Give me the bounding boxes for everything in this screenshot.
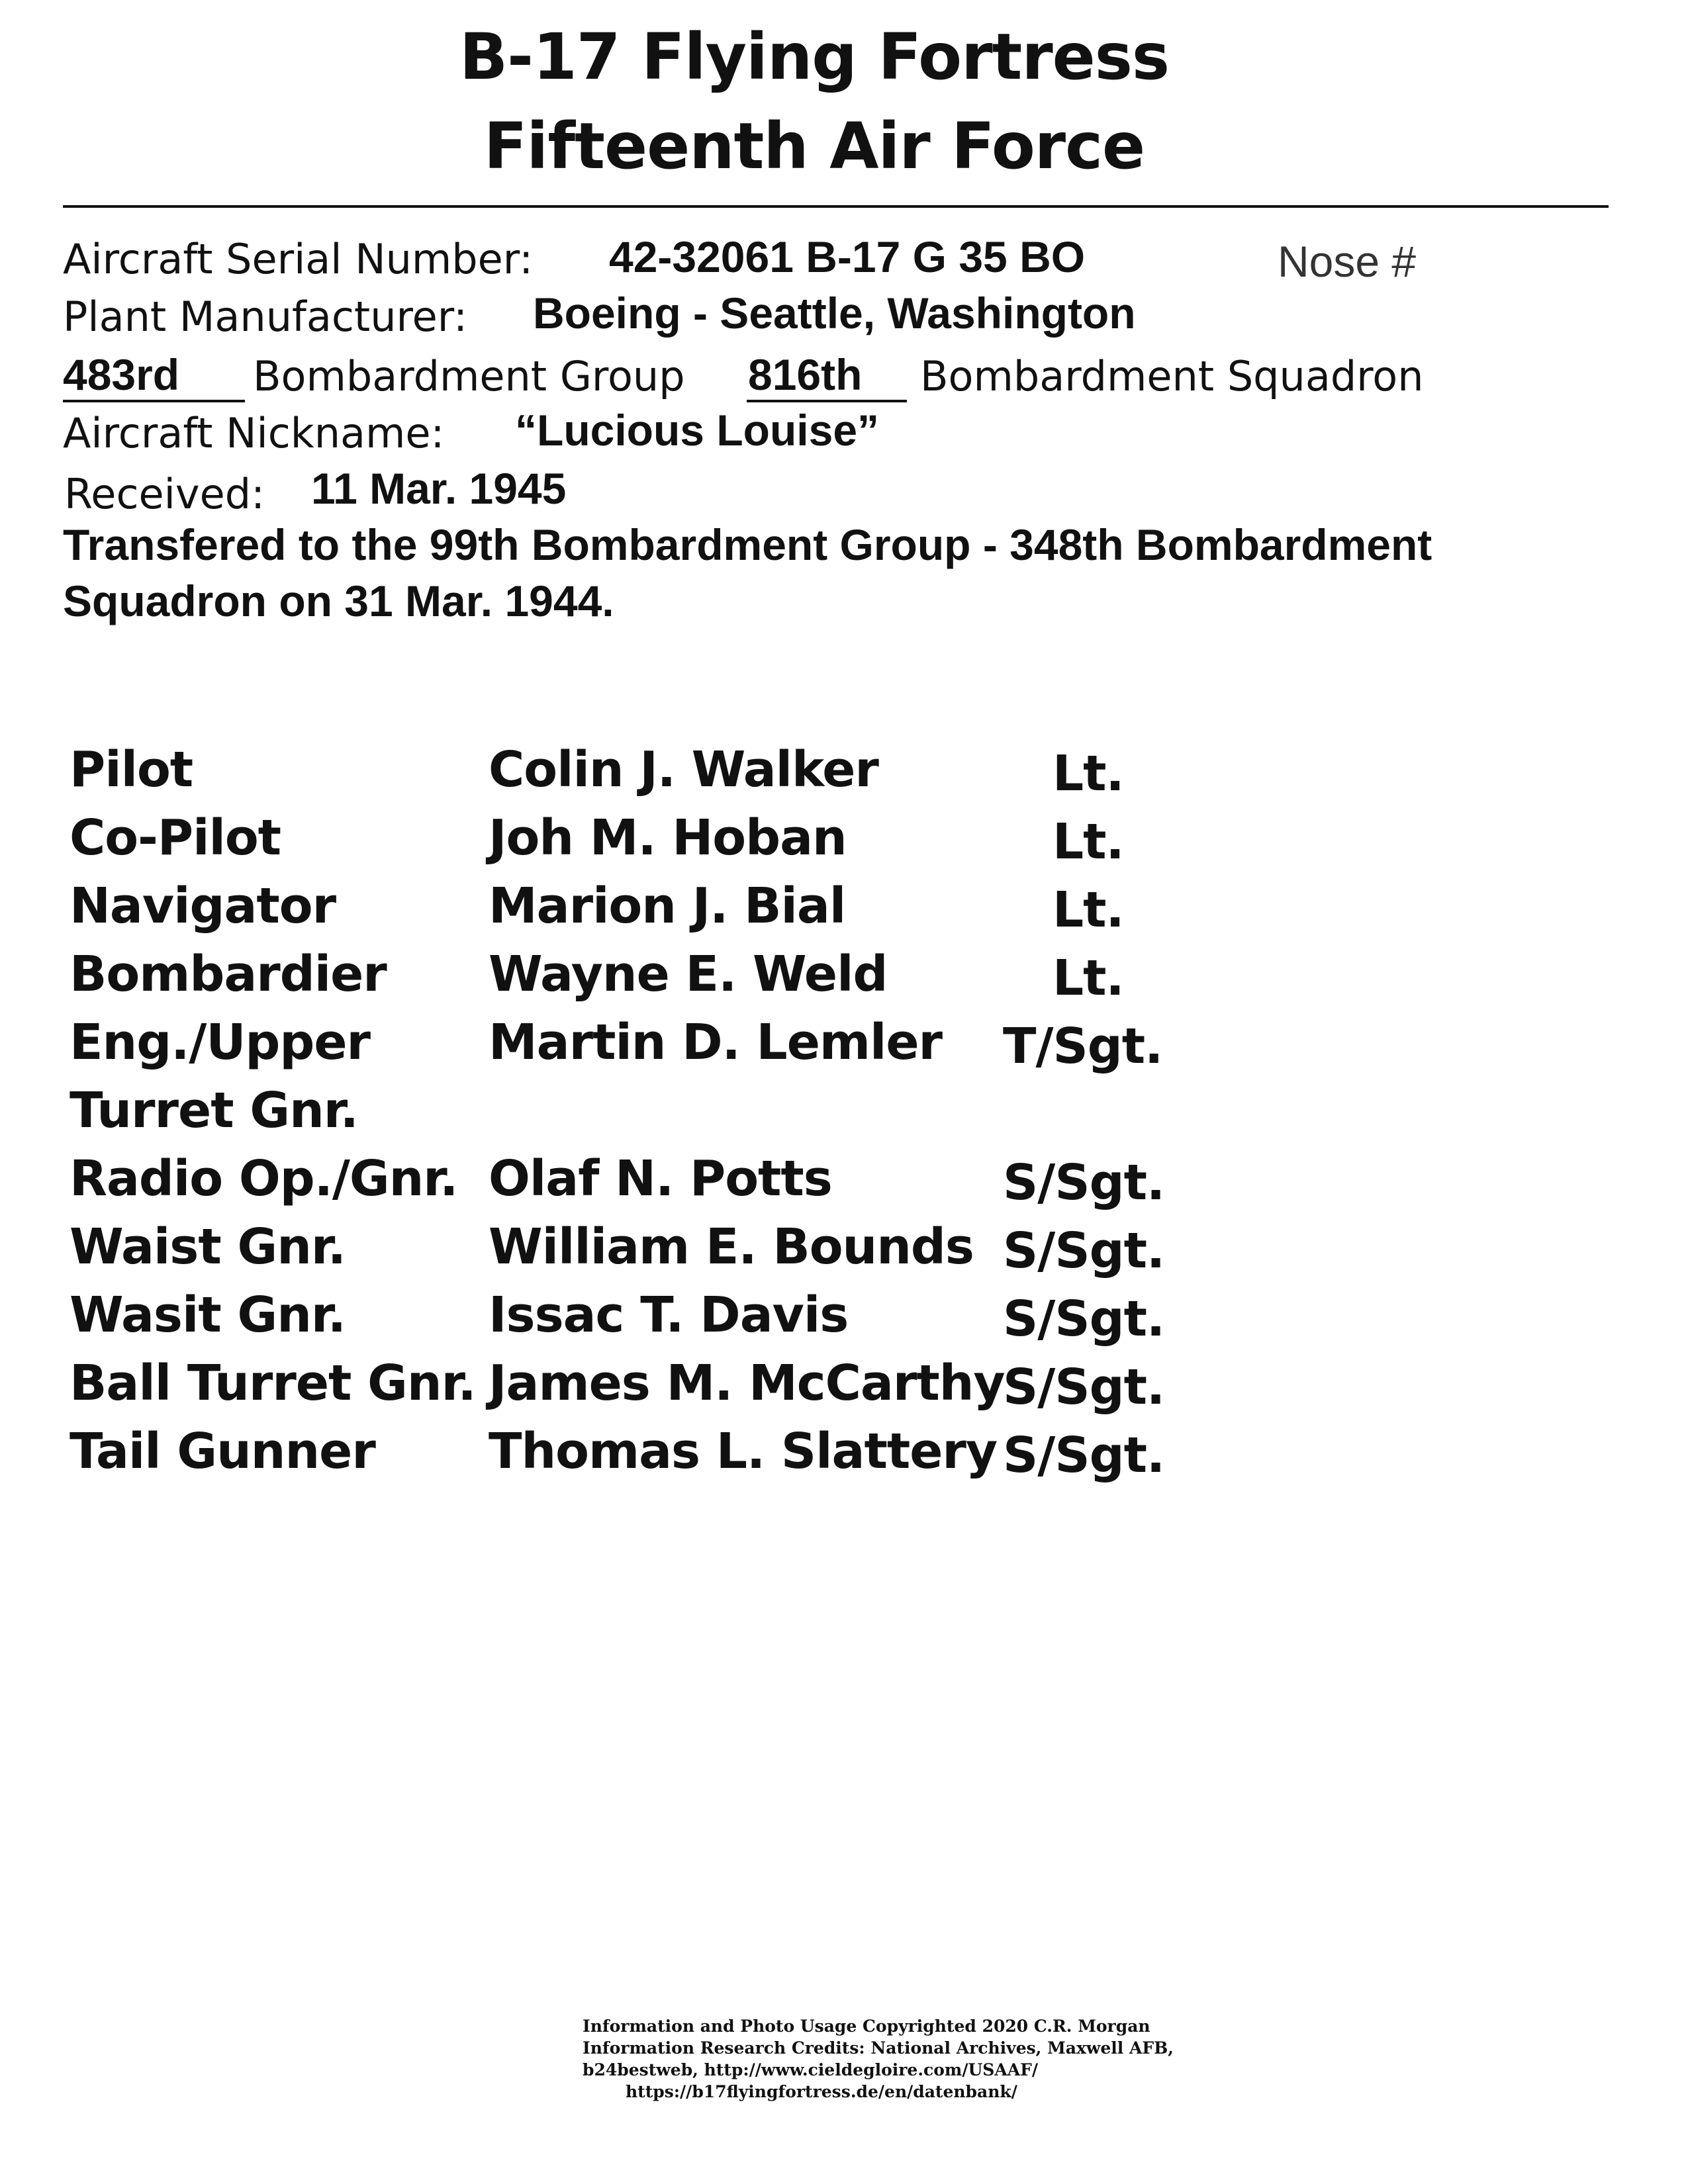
nickname-label: Aircraft Nickname: <box>63 409 445 457</box>
crew-position: Navigator <box>70 878 336 934</box>
crew-rank: Lt. <box>1053 813 1124 870</box>
credits-line: b24bestweb, http://www.cieldegloire.com/USAAF/ <box>583 2060 1039 2079</box>
crew-rank: S/Sgt. <box>1003 1427 1165 1484</box>
crew-rank: T/Sgt. <box>1003 1018 1163 1075</box>
crew-position: Waist Gnr. <box>70 1218 346 1275</box>
crew-position: Bombardier <box>70 946 387 1003</box>
crew-name: James M. McCarthy <box>489 1355 1005 1412</box>
received-label: Received: <box>64 470 265 518</box>
crew-name: Joh M. Hoban <box>489 809 847 866</box>
crew-rank: Lt. <box>1053 950 1124 1007</box>
crew-rank: S/Sgt. <box>1003 1291 1165 1347</box>
squadron-label: Bombardment Squadron <box>920 352 1424 400</box>
crew-name: Issac T. Davis <box>489 1287 849 1343</box>
page-subtitle: Fifteenth Air Force <box>483 109 1145 183</box>
crew-name: William E. Bounds <box>489 1218 974 1275</box>
credits-line: Information and Photo Usage Copyrighted 2020 C.R. Morgan <box>583 2017 1150 2036</box>
group-label: Bombardment Group <box>253 352 685 400</box>
nose-label: Nose # <box>1278 237 1417 286</box>
group-underline <box>63 400 245 402</box>
serial-label: Aircraft Serial Number: <box>63 235 534 283</box>
transfer-note-line1: Transfered to the 99th Bombardment Group - 348th Bombardment <box>63 520 1432 569</box>
group-number: 483rd <box>63 350 180 399</box>
crew-name: Colin J. Walker <box>489 741 878 798</box>
credits-line: https://b17flyingfortress.de/en/datenbank/ <box>626 2082 1017 2101</box>
crew-name: Thomas L. Slattery <box>489 1423 998 1480</box>
crew-position: Co-Pilot <box>70 809 281 866</box>
crew-rank: S/Sgt. <box>1003 1222 1165 1279</box>
crew-rank: S/Sgt. <box>1003 1359 1165 1416</box>
crew-position: Pilot <box>70 741 193 798</box>
crew-position-line2: Turret Gnr. <box>70 1082 358 1139</box>
manufacturer-label: Plant Manufacturer: <box>63 293 468 341</box>
crew-rank: S/Sgt. <box>1003 1154 1165 1211</box>
squadron-number: 816th <box>748 350 863 399</box>
crew-position: Radio Op./Gnr. <box>70 1150 458 1207</box>
squadron-underline <box>747 400 907 402</box>
nickname-value: “Lucious Louise” <box>515 406 880 455</box>
credits-line: Information Research Credits: National Archives, Maxwell AFB, <box>583 2038 1174 2058</box>
page-title: B-17 Flying Fortress <box>459 20 1170 94</box>
serial-value: 42-32061 B-17 G 35 BO <box>609 232 1086 281</box>
crew-rank: Lt. <box>1053 745 1124 802</box>
crew-name: Marion J. Bial <box>489 878 846 934</box>
crew-name: Martin D. Lemler <box>489 1014 943 1071</box>
crew-rank: Lt. <box>1053 882 1124 938</box>
manufacturer-value: Boeing - Seattle, Washington <box>533 289 1136 338</box>
crew-name: Wayne E. Weld <box>489 946 888 1003</box>
title-divider <box>63 205 1609 208</box>
crew-position: Wasit Gnr. <box>70 1287 346 1343</box>
crew-position: Eng./Upper <box>70 1014 371 1071</box>
received-value: 11 Mar. 1945 <box>311 464 567 513</box>
crew-name: Olaf N. Potts <box>489 1150 832 1207</box>
crew-position: Ball Turret Gnr. <box>70 1355 476 1412</box>
transfer-note-line2: Squadron on 31 Mar. 1944. <box>63 576 614 625</box>
crew-position: Tail Gunner <box>70 1423 375 1480</box>
